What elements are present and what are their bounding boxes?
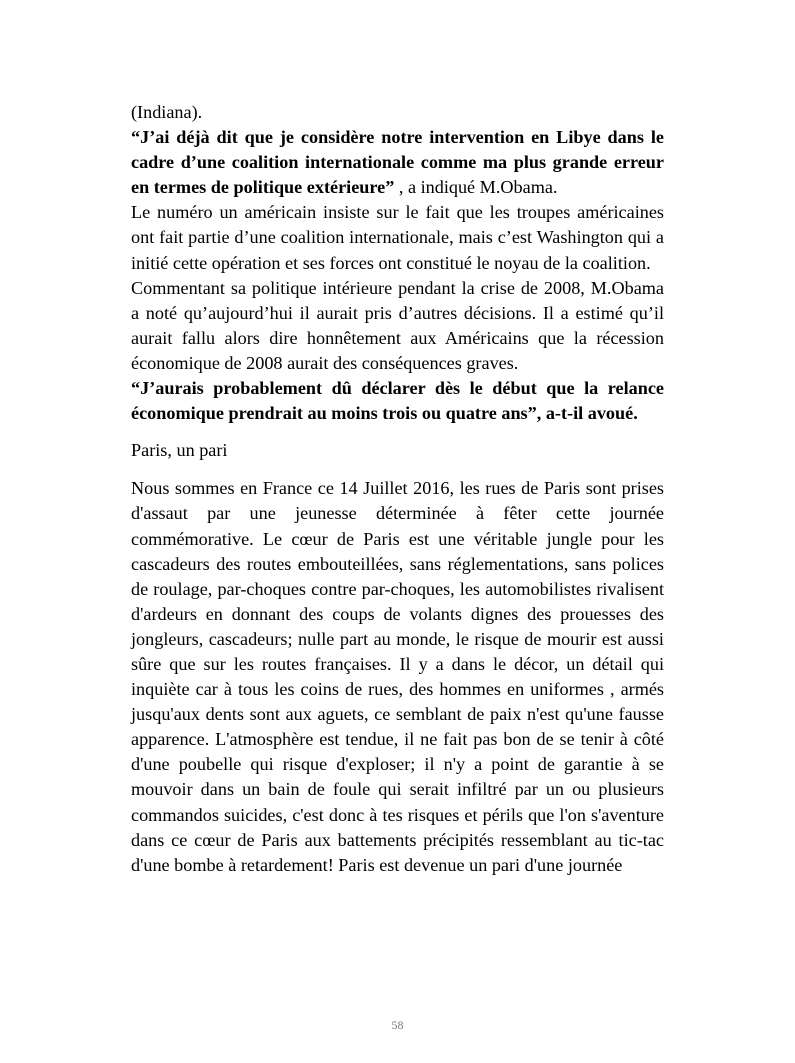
paragraph-coalition: Le numéro un américain insiste sur le fait que les troupes américaines ont fait partie d’une coalition internationale, mais c’est Washington qui a initié cette opération et ses forces ont constitué le noyau de la coalition. <box>131 202 664 273</box>
quote-attribution: , a indiqué M.Obama. <box>394 177 558 198</box>
paragraph-relance-quote: “J’aurais probablement dû déclarer dès le début que la relance économique prendrait au moins trois ou quatre ans”, a-t-il avoué. <box>131 378 664 424</box>
paragraph-indiana: (Indiana). <box>131 102 203 122</box>
paragraph-obama-libya-quote <box>131 125 664 200</box>
page-number: 58 <box>391 1018 404 1032</box>
paragraph-paris: Nous sommes en France ce 14 Juillet 2016, les rues de Paris sont prises d'assaut par une jeunesse déterminée à fêter cette journée commémorative. Le cœur de Paris est une véritable jungle pour les cascadeurs des routes embouteillées, sans réglementations, sans polices de roulage, par-choques contre par-choques, les automobilistes rivalisent d'ardeurs en donnant des coups de volants dignes des prouesses des jongleurs, cascadeurs; nulle part au monde, le risque de mourir est aussi sûre que sur les routes françaises. Il y a dans le décor, un détail qui inquiète car à tous les coins de rues, des hommes en uniformes , armés jusqu'aux dents sont aux aguets, ce semblant de paix n'est qu'une fausse apparence. L'atmosphère est tendue, il ne fait pas bon de se tenir à côté d'une poubelle qui risque d'exploser; il n'y a point de garantie à se mouvoir dans un bain de foule qui serait infiltré par un ou plusieurs commandos suicides, c'est donc à tes risques et périls que l'on s'aventure dans ce cœur de Paris aux battements précipités ressemblant au tic-tac d'une bombe à retardement! Paris est devenue un pari d'une journée <box>131 478 664 875</box>
quote-libya: “J’ai déjà dit que je considère notre intervention en Libye dans le cadre d’une coalition internationale comme ma plus grande erreur en termes de politique extérieure” <box>131 127 664 198</box>
section-heading-paris: Paris, un pari <box>131 440 228 461</box>
paragraph-crisis-2008: Commentant sa politique intérieure pendant la crise de 2008, M.Obama a noté qu’aujourd’hui il aurait pris d’autres décisions. Il a estimé qu’il aurait fallu alors dire honnêtement aux Américains que la récession économique de 2008 aurait des conséquences graves. <box>131 277 664 373</box>
document-body <box>131 100 664 878</box>
